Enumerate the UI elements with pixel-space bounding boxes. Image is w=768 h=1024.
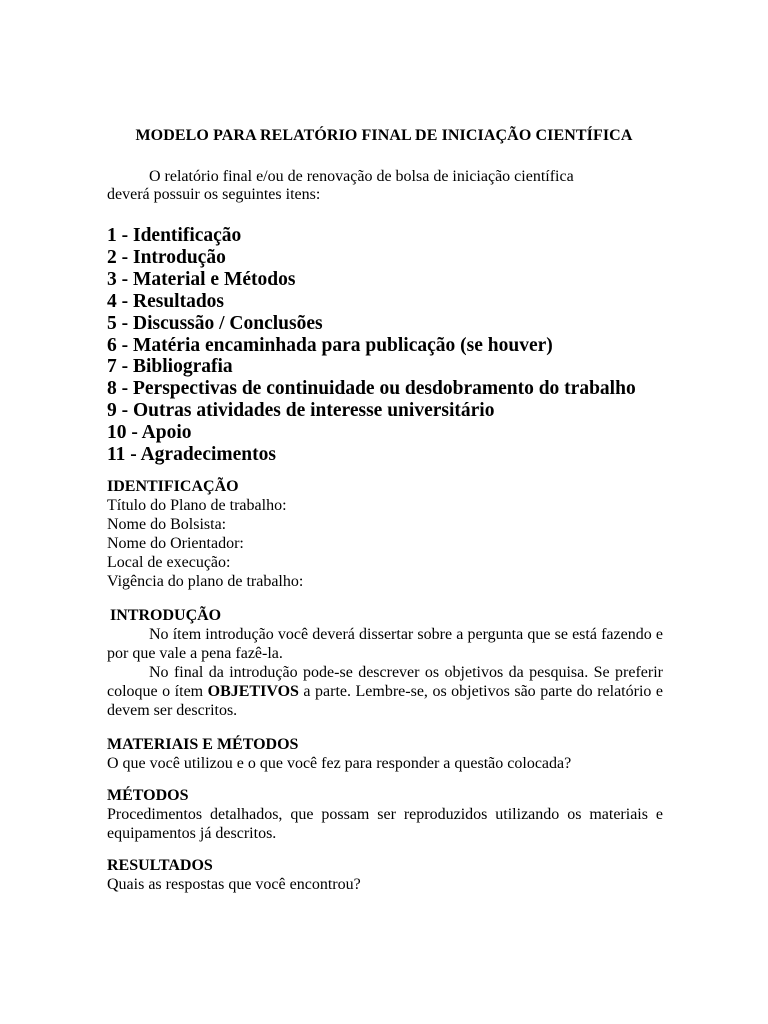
section-heading: INTRODUÇÃO xyxy=(110,607,222,624)
intro-line-1: O relatório final e/ou de renovação de bolsa de iniciação científica xyxy=(149,168,574,185)
introducao-paragraph-2 xyxy=(107,663,663,720)
list-item: 3 - Material e Métodos xyxy=(107,268,296,290)
list-item: 4 - Resultados xyxy=(107,290,225,312)
form-field-label: Local de execução: xyxy=(107,554,231,571)
objetivos-term: OBJETIVOS xyxy=(207,683,299,700)
list-item: 10 - Apoio xyxy=(107,422,192,444)
intro-paragraph xyxy=(107,168,667,204)
section-text: Quais as respostas que você encontrou? xyxy=(107,876,361,893)
section-text: O que você utilizou e o que você fez para responder a questão colocada? xyxy=(107,755,572,772)
materiais-metodos-section xyxy=(107,735,663,773)
section-text: Procedimentos detalhados, que possam ser reproduzidos utilizando os materiais e equipamentos já descritos. xyxy=(107,806,663,842)
section-heading: MÉTODOS xyxy=(107,787,189,804)
section-heading: MATERIAIS E MÉTODOS xyxy=(107,736,299,753)
identificacao-section xyxy=(107,477,663,591)
introducao-text: a parte. Lembre-se, os objetivos são parte do relatório e devem ser descritos. xyxy=(107,683,664,719)
form-field-label: Vigência do plano de trabalho: xyxy=(107,573,304,590)
metodos-section xyxy=(107,786,663,843)
list-item: 2 - Introdução xyxy=(107,246,226,268)
list-item: 6 - Matéria encaminhada para publicação (se houver) xyxy=(107,334,553,356)
list-item: 7 - Bibliografia xyxy=(107,356,233,378)
section-heading: IDENTIFICAÇÃO xyxy=(107,478,239,495)
document-title: MODELO PARA RELATÓRIO FINAL DE INICIAÇÃO CIENTÍFICA xyxy=(135,127,633,144)
resultados-section xyxy=(107,856,663,894)
list-item: 8 - Perspectivas de continuidade ou desdobramento do trabalho xyxy=(107,378,636,400)
form-field-label: Título do Plano de trabalho: xyxy=(107,497,287,514)
required-items-list xyxy=(107,225,707,466)
introducao-text: No final da introdução pode-se descrever os objetivos da pesquisa. Se preferir coloque o ítem xyxy=(107,664,663,700)
introducao-paragraph-1: No ítem introdução você deverá dissertar sobre a pergunta que se está fazendo e por que vale a pena fazê-la. xyxy=(107,626,663,662)
list-item: 9 - Outras atividades de interesse universitário xyxy=(107,400,495,422)
section-heading: RESULTADOS xyxy=(107,857,213,874)
form-field-label: Nome do Bolsista: xyxy=(107,516,227,533)
form-field-label: Nome do Orientador: xyxy=(107,535,244,552)
intro-line-2: deverá possuir os seguintes itens: xyxy=(107,186,321,203)
list-item: 5 - Discussão / Conclusões xyxy=(107,312,323,334)
list-item: 11 - Agradecimentos xyxy=(107,444,276,466)
list-item: 1 - Identificação xyxy=(107,225,242,246)
introducao-section xyxy=(107,606,663,720)
